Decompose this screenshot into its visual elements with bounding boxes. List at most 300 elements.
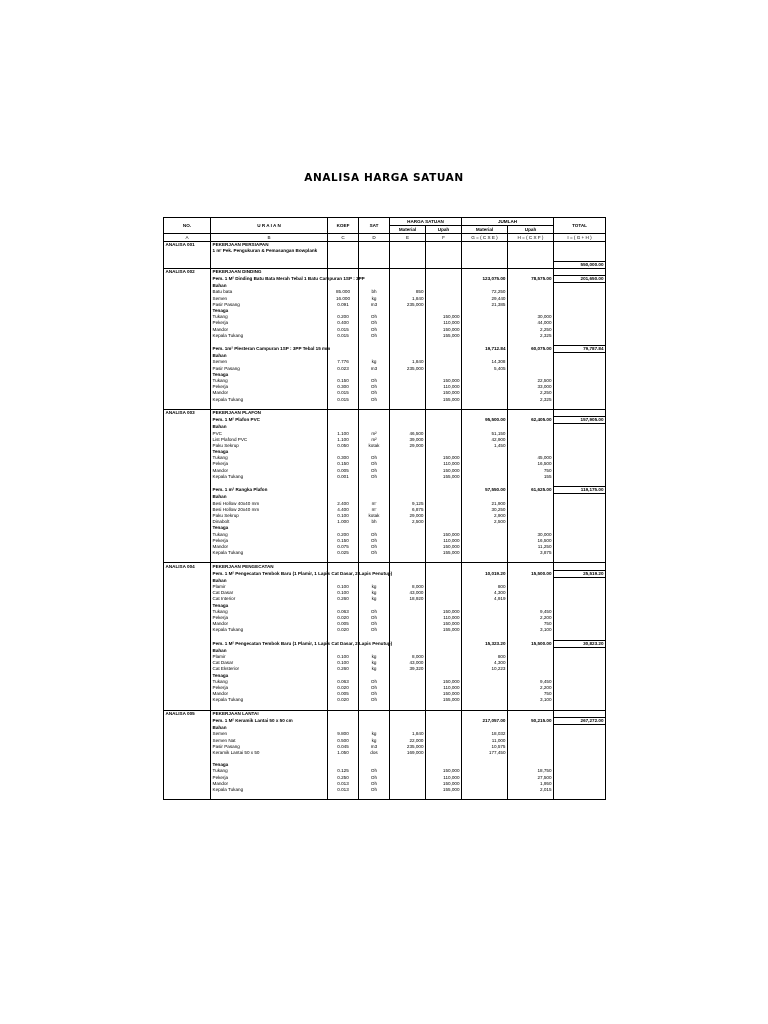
jumlah-material-cell: 1,450 [462, 443, 508, 449]
koef-cell [328, 283, 359, 290]
uraian-cell: Tukang [211, 378, 328, 384]
letter-g: G = ( C X E ) [462, 234, 508, 242]
jumlah-upah-cell [508, 647, 554, 654]
table-row [164, 254, 606, 261]
harga-material-cell: 6,875 [390, 507, 426, 513]
no-cell: ANALISA 005 [164, 710, 211, 717]
harga-material-cell [390, 717, 426, 724]
harga-material-cell: 9,125 [390, 501, 426, 507]
sat-cell: Oh [359, 627, 390, 633]
uraian-cell: Cat Interior [211, 596, 328, 602]
uraian-cell: Kepala Tukang [211, 697, 328, 703]
harga-material-cell: 39,320 [390, 666, 426, 672]
harga-material-cell: 235,000 [390, 744, 426, 750]
sat-cell: Oh [359, 685, 390, 691]
koef-cell [328, 268, 359, 275]
koef-cell: 0.400 [328, 320, 359, 326]
harga-upah-cell [426, 403, 462, 410]
uraian-cell: Batu bata [211, 289, 328, 295]
koef-cell: 0.013 [328, 787, 359, 793]
sat-cell: kg [359, 596, 390, 602]
jumlah-material-cell: 177,450 [462, 750, 508, 756]
koef-cell [328, 403, 359, 410]
group-row [164, 283, 606, 290]
jumlah-material-cell: 42,900 [462, 437, 508, 443]
uraian-cell: Bahan [211, 725, 328, 732]
koef-cell: 0.023 [328, 366, 359, 372]
harga-upah-cell [426, 717, 462, 724]
uraian-cell: Mandor [211, 781, 328, 787]
koef-cell: 0.020 [328, 697, 359, 703]
jumlah-upah-cell [508, 563, 554, 570]
letter-e: E [390, 234, 426, 242]
jumlah-material-cell: 14,308 [462, 359, 508, 365]
sat-cell: kg [359, 737, 390, 743]
sat-cell [359, 793, 390, 800]
harga-material-cell [390, 254, 426, 261]
jumlah-material-cell [462, 793, 508, 800]
jumlah-upah-cell: 15,500.00 [508, 570, 554, 577]
header-no: NO. [164, 218, 211, 234]
total-cell: 201,650.00 [554, 275, 606, 282]
total-cell [554, 268, 606, 275]
jumlah-material-cell: 21,385 [462, 302, 508, 308]
harga-upah-cell [426, 339, 462, 346]
koef-cell: 0.015 [328, 326, 359, 332]
no-cell: ANALISA 004 [164, 563, 211, 570]
koef-cell [328, 409, 359, 416]
section-row [164, 268, 606, 275]
koef-cell: 0.100 [328, 584, 359, 590]
uraian-cell: Bahan [211, 494, 328, 501]
no-cell [164, 704, 211, 711]
letter-h: H = ( C X F ) [508, 234, 554, 242]
table-row [164, 633, 606, 640]
sat-cell [359, 556, 390, 563]
letter-b: B [211, 234, 328, 242]
sat-cell [359, 339, 390, 346]
jumlah-material-cell [462, 283, 508, 290]
no-cell [164, 647, 211, 654]
harga-material-cell [390, 275, 426, 282]
sat-cell: kotak [359, 513, 390, 519]
jumlah-upah-cell: 61,625.00 [508, 487, 554, 494]
sat-cell: bh [359, 519, 390, 525]
sat-cell: Oh [359, 461, 390, 467]
header-material: Material [390, 226, 426, 234]
jumlah-upah-cell [508, 480, 554, 487]
koef-cell: 0.020 [328, 615, 359, 621]
uraian-cell [211, 633, 328, 640]
harga-upah-cell: 150,000 [426, 768, 462, 774]
harga-upah-cell [426, 487, 462, 494]
section-row [164, 409, 606, 416]
jumlah-upah-cell: 44,000 [508, 320, 554, 326]
total-cell [554, 556, 606, 563]
harga-material-cell [390, 793, 426, 800]
header-sat: SAT [359, 218, 390, 234]
koef-cell: 0.150 [328, 378, 359, 384]
sat-cell [359, 633, 390, 640]
header-row-1 [164, 218, 606, 226]
jumlah-material-cell: 5,405 [462, 366, 508, 372]
jumlah-material-cell [462, 494, 508, 501]
koef-cell [328, 339, 359, 346]
total-cell [554, 353, 606, 360]
sat-cell [359, 261, 390, 268]
item-row [164, 417, 606, 424]
koef-cell: 0.300 [328, 384, 359, 390]
koef-cell: 0.020 [328, 627, 359, 633]
harga-material-cell: 43,000 [390, 590, 426, 596]
harga-material-cell [390, 577, 426, 584]
koef-cell [328, 633, 359, 640]
no-cell [164, 725, 211, 732]
harga-material-cell: 8,000 [390, 654, 426, 660]
koef-cell: 0.005 [328, 468, 359, 474]
jumlah-upah-cell: 11,250 [508, 544, 554, 550]
harga-material-cell [390, 494, 426, 501]
jumlah-material-cell: 800 [462, 584, 508, 590]
table-row [164, 339, 606, 346]
sat-cell [359, 487, 390, 494]
uraian-cell: Pekerja [211, 685, 328, 691]
sat-cell: kg [359, 296, 390, 302]
sat-cell [359, 268, 390, 275]
koef-cell: 0.260 [328, 596, 359, 602]
harga-upah-cell [426, 242, 462, 249]
jumlah-upah-cell [508, 704, 554, 711]
uraian-cell: 1 m' Pek. Pengukuran & Pemasangan Bowplank [211, 248, 328, 254]
total-cell [554, 563, 606, 570]
header-upah: Upah [426, 226, 462, 234]
header-uraian: U R A I A N [211, 218, 328, 234]
sat-cell: m3 [359, 366, 390, 372]
sat-cell: m3 [359, 744, 390, 750]
jumlah-material-cell: 4,300 [462, 590, 508, 596]
uraian-cell: PVC [211, 430, 328, 436]
header-letter-row [164, 234, 606, 242]
uraian-cell: Tenaga [211, 308, 328, 314]
koef-cell: 0.050 [328, 443, 359, 449]
harga-upah-cell [426, 494, 462, 501]
total-cell: 79,787.84 [554, 346, 606, 353]
no-cell: ANALISA 002 [164, 268, 211, 275]
jumlah-material-cell [462, 339, 508, 346]
koef-cell [328, 487, 359, 494]
sat-cell [359, 403, 390, 410]
jumlah-upah-cell [508, 353, 554, 360]
uraian-cell: Cat Eksterior [211, 666, 328, 672]
jumlah-upah-cell: 2,325 [508, 333, 554, 339]
harga-material-cell: 169,000 [390, 750, 426, 756]
koef-cell: 0.020 [328, 685, 359, 691]
uraian-cell: Semen [211, 296, 328, 302]
no-cell [164, 353, 211, 360]
jumlah-upah-cell: 2,325 [508, 397, 554, 403]
koef-cell: 9.800 [328, 731, 359, 737]
group-row [164, 725, 606, 732]
sat-cell: m' [359, 501, 390, 507]
uraian-cell: Bahan [211, 424, 328, 431]
jumlah-upah-cell: 3,100 [508, 697, 554, 703]
jumlah-material-cell: 123,075.00 [462, 275, 508, 282]
harga-upah-cell: 155,000 [426, 627, 462, 633]
jumlah-upah-cell [508, 577, 554, 584]
uraian-cell: Pekerja [211, 775, 328, 781]
sat-cell: Oh [359, 615, 390, 621]
item-row [164, 570, 606, 577]
item-row [164, 346, 606, 353]
harga-upah-cell: 150,000 [426, 781, 462, 787]
koef-cell: 0.125 [328, 768, 359, 774]
uraian-cell: Pekerja [211, 384, 328, 390]
jumlah-upah-cell [508, 633, 554, 640]
uraian-cell: Pem. 1 M² Plafon PVC [211, 417, 328, 424]
item-row [164, 487, 606, 494]
koef-cell: 0.250 [328, 775, 359, 781]
koef-cell: 0.091 [328, 302, 359, 308]
sat-cell [359, 647, 390, 654]
group-row [164, 494, 606, 501]
jumlah-upah-cell [508, 409, 554, 416]
jumlah-material-cell [462, 261, 508, 268]
jumlah-upah-cell: 750 [508, 468, 554, 474]
total-cell [554, 242, 606, 249]
item-row [164, 640, 606, 647]
harga-upah-cell [426, 640, 462, 647]
sat-cell [359, 717, 390, 724]
uraian-cell: Kepala Tukang [211, 333, 328, 339]
uraian-cell: Kepala Tukang [211, 550, 328, 556]
no-cell: ANALISA 003 [164, 409, 211, 416]
no-cell [164, 487, 211, 494]
total-cell: 267,272.00 [554, 717, 606, 724]
jumlah-material-cell: 19,712.84 [462, 346, 508, 353]
uraian-cell: Bahan [211, 577, 328, 584]
table-row [164, 403, 606, 410]
jumlah-upah-cell: 3,875 [508, 550, 554, 556]
harga-material-cell [390, 353, 426, 360]
no-cell [164, 417, 211, 424]
uraian-cell: Pekerja [211, 461, 328, 467]
table-body [164, 242, 606, 800]
no-cell [164, 339, 211, 346]
koef-cell [328, 424, 359, 431]
harga-material-cell [390, 283, 426, 290]
total-cell [554, 480, 606, 487]
koef-cell: 7.776 [328, 359, 359, 365]
uraian-cell: Dinabolt [211, 519, 328, 525]
uraian-cell: Tukang [211, 609, 328, 615]
koef-cell: 85.000 [328, 289, 359, 295]
jumlah-upah-cell: 750 [508, 691, 554, 697]
koef-cell [328, 704, 359, 711]
harga-material-cell [390, 704, 426, 711]
harga-upah-cell: 150,000 [426, 679, 462, 685]
uraian-cell: Pekerja [211, 320, 328, 326]
jumlah-material-cell [462, 725, 508, 732]
uraian-cell [211, 254, 328, 261]
koef-cell [328, 710, 359, 717]
harga-material-cell: 235,000 [390, 366, 426, 372]
jumlah-upah-cell [508, 242, 554, 249]
harga-material-cell: 1,840 [390, 296, 426, 302]
jumlah-upah-cell: 9,450 [508, 679, 554, 685]
harga-material-cell [390, 403, 426, 410]
uraian-cell: Mandor [211, 468, 328, 474]
harga-material-cell [390, 268, 426, 275]
harga-upah-cell: 110,000 [426, 615, 462, 621]
item-row [164, 717, 606, 724]
sat-cell: Oh [359, 691, 390, 697]
uraian-cell: Tenaga [211, 603, 328, 609]
no-cell [164, 793, 211, 800]
sat-cell: kotak [359, 443, 390, 449]
sat-cell [359, 494, 390, 501]
no-cell [164, 556, 211, 563]
uraian-cell [211, 403, 328, 410]
harga-upah-cell: 110,000 [426, 384, 462, 390]
uraian-cell: Plamir [211, 654, 328, 660]
harga-upah-cell: 150,000 [426, 468, 462, 474]
uraian-cell: Tenaga [211, 372, 328, 378]
group-row [164, 647, 606, 654]
uraian-cell: Pem. 1 M² Pengecatan Tembok Baru (1 Plamir, 1 Lapis Cat Dasar, 2 Lapis Penutup) [212, 570, 393, 576]
total-cell: 25,519.20 [554, 570, 606, 577]
uraian-cell: Tenaga [211, 449, 328, 455]
harga-material-cell [390, 570, 426, 577]
sat-cell: kg [359, 666, 390, 672]
harga-upah-cell: 150,000 [426, 609, 462, 615]
harga-upah-cell [426, 283, 462, 290]
koef-cell [328, 494, 359, 501]
total-cell: 30,823.20 [554, 640, 606, 647]
jumlah-material-cell [462, 633, 508, 640]
koef-cell [328, 725, 359, 732]
sat-cell [359, 704, 390, 711]
sat-cell [359, 480, 390, 487]
koef-cell [328, 254, 359, 261]
jumlah-material-cell: 217,057.00 [462, 717, 508, 724]
sat-cell: Oh [359, 787, 390, 793]
sat-cell: Oh [359, 397, 390, 403]
uraian-cell: Tukang [211, 531, 328, 537]
table-row [164, 480, 606, 487]
harga-upah-cell [426, 793, 462, 800]
no-cell [164, 633, 211, 640]
uraian-cell: Tukang [211, 314, 328, 320]
jumlah-upah-cell: 155 [508, 474, 554, 480]
uraian-cell: PEKERJAAN LANTAI [211, 710, 328, 717]
uraian-cell: Pasir Pasang [211, 302, 328, 308]
harga-material-cell: 22,000 [390, 737, 426, 743]
harga-upah-cell [426, 275, 462, 282]
koef-cell: 0.200 [328, 531, 359, 537]
total-cell [554, 424, 606, 431]
total-cell [554, 403, 606, 410]
sat-cell: Oh [359, 390, 390, 396]
jumlah-material-cell: 2,900 [462, 513, 508, 519]
header-koef: KOEF [328, 218, 359, 234]
koef-cell: 0.001 [328, 474, 359, 480]
koef-cell: 1.100 [328, 437, 359, 443]
koef-cell: 0.100 [328, 590, 359, 596]
uraian-cell: Kepala Tukang [211, 627, 328, 633]
sat-cell: kg [359, 660, 390, 666]
harga-material-cell [390, 424, 426, 431]
jumlah-material-cell: 4,919 [462, 596, 508, 602]
uraian-cell: Tukang [211, 455, 328, 461]
no-cell [164, 254, 211, 261]
jumlah-upah-cell [508, 424, 554, 431]
no-cell [164, 424, 211, 431]
uraian-cell: Pem. 1 M² Dinding Batu Bata Merah Tebal 1 Batu Campuran 1SP : 3PP [212, 276, 365, 282]
jumlah-upah-cell [508, 725, 554, 732]
jumlah-upah-cell: 33,000 [508, 384, 554, 390]
sat-cell: Oh [359, 333, 390, 339]
uraian-cell: Kepala Tukang [211, 474, 328, 480]
sat-cell: kg [359, 731, 390, 737]
sat-cell [359, 283, 390, 290]
jumlah-upah-cell [508, 710, 554, 717]
jumlah-material-cell: 72,250 [462, 289, 508, 295]
uraian-cell: Bahan [211, 647, 328, 654]
jumlah-material-cell: 10,575 [462, 744, 508, 750]
harga-upah-cell [426, 353, 462, 360]
harga-upah-cell: 155,000 [426, 333, 462, 339]
header-material-jumlah: Material [462, 226, 508, 234]
sat-cell: m3 [359, 302, 390, 308]
letter-c: C [328, 234, 359, 242]
uraian-cell: Tenaga [211, 762, 328, 768]
harga-material-cell: 1,840 [390, 359, 426, 365]
koef-cell [328, 563, 359, 570]
sat-cell: Oh [359, 378, 390, 384]
jumlah-material-cell: 51,150 [462, 430, 508, 436]
harga-upah-cell: 150,000 [426, 378, 462, 384]
total-cell [554, 409, 606, 416]
harga-upah-cell [426, 633, 462, 640]
koef-cell: 0.150 [328, 538, 359, 544]
no-cell: ANALISA 001 [164, 242, 211, 249]
koef-cell: 0.300 [328, 455, 359, 461]
sat-cell: Oh [359, 775, 390, 781]
harga-upah-cell: 110,000 [426, 320, 462, 326]
sat-cell [359, 353, 390, 360]
harga-material-cell: 39,000 [390, 437, 426, 443]
sat-cell: Oh [359, 679, 390, 685]
sat-cell: Oh [359, 326, 390, 332]
total-cell [554, 577, 606, 584]
harga-material-cell: 29,000 [390, 513, 426, 519]
koef-cell: 0.150 [328, 461, 359, 467]
jumlah-material-cell [462, 710, 508, 717]
harga-upah-cell: 155,000 [426, 787, 462, 793]
koef-cell: 0.015 [328, 333, 359, 339]
jumlah-upah-cell: 30,000 [508, 314, 554, 320]
uraian-cell [211, 793, 328, 800]
jumlah-upah-cell: 2,015 [508, 787, 554, 793]
koef-cell: 1.000 [328, 519, 359, 525]
jumlah-upah-cell [508, 261, 554, 268]
koef-cell [328, 480, 359, 487]
harga-material-cell: 18,920 [390, 596, 426, 602]
item-row [164, 275, 606, 282]
jumlah-upah-cell: 2,200 [508, 615, 554, 621]
uraian-cell: PEKERJAAN PENGECATAN [211, 563, 328, 570]
jumlah-material-cell: 11,000 [462, 737, 508, 743]
